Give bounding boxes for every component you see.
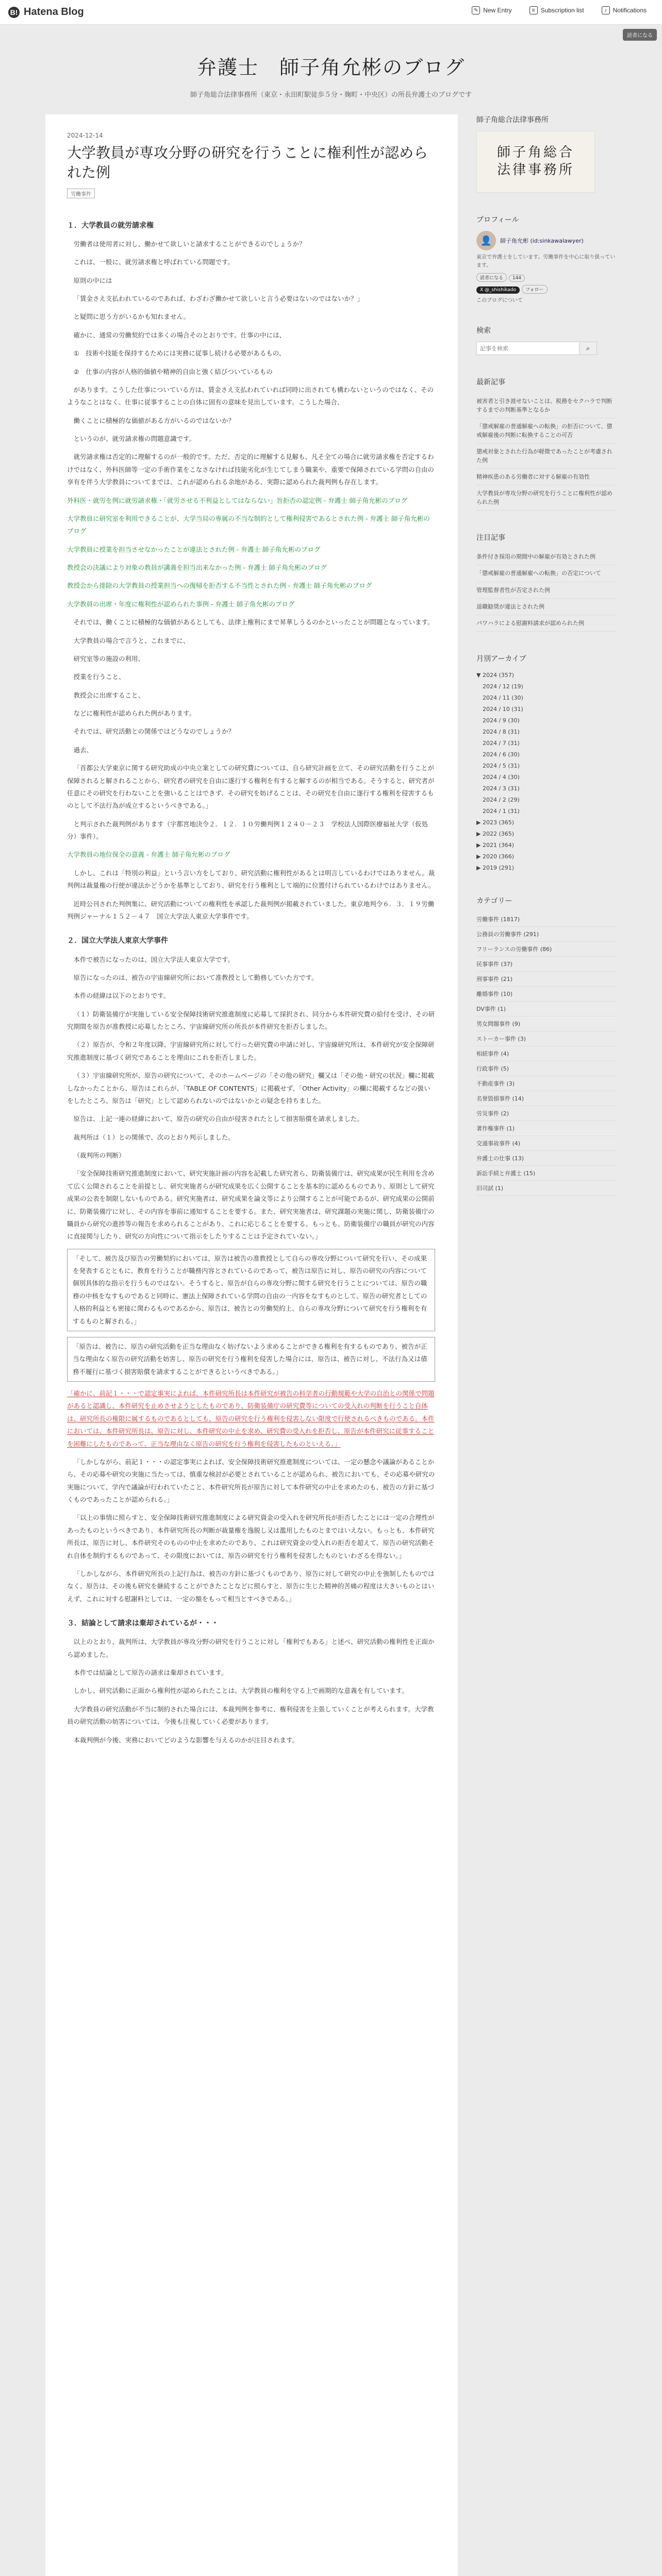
search-input[interactable] <box>476 342 580 355</box>
profile-text: 東京で弁護士をしています。労働事件を中心に取り扱っています。 <box>476 255 616 268</box>
category-link[interactable]: 名誉毀損事件 (14) <box>476 1091 617 1106</box>
paragraph: 教授会に出席すること、 <box>73 691 145 699</box>
main-column <box>45 114 458 2576</box>
category-link[interactable]: DV事件 (1) <box>476 1002 617 1016</box>
notifications-link[interactable] <box>602 6 647 14</box>
paragraph: 近時公刊された判例集に、研究活動についての権利性を承認した裁判例が掲載されていました。東京地判令６．３．１９労働判例ジャーナル１５２－４７ 国立大学法人東京大学事件です。 <box>67 900 435 920</box>
archive-year[interactable]: ▶ 2019 (291) <box>476 864 515 871</box>
subscription-list-link[interactable] <box>529 6 584 14</box>
rss-icon: ≡ <box>529 6 538 14</box>
paragraph: しかし、研究活動に正面から権利性が認められたことは、大学教員の権利を守る上で画期的な意義を有しています。 <box>73 1687 408 1695</box>
layout <box>45 114 617 2576</box>
subscription-label: Subscription list <box>540 7 584 14</box>
paragraph: しかし、これは「特別の利益」という言い方をしており、研究活動に権利性があるとは明言しているわけではありません。裁判例は裁量権の行使が違法かどうかを基準としており、研究を行う権利として端的に位置付けられているわけではありません。 <box>67 869 435 890</box>
category-link[interactable]: 刑事事件 (21) <box>476 972 617 987</box>
paragraph: 原則の中には <box>73 276 112 284</box>
paragraph: 確かに、通常の労働契約では多くの場合そのとおりです。仕事の中には、 <box>73 331 286 339</box>
paragraph: ② 仕事の内容が人格的価値や精神的自由と強く結びついているもの <box>73 367 273 376</box>
category-link[interactable]: 公務員の労働事件 (291) <box>476 927 617 942</box>
category-link[interactable]: 著作権事件 (1) <box>476 1121 617 1136</box>
section-heading: ３．結論として請求は棄却されているが・・・ <box>67 1619 219 1628</box>
paragraph: 「首都公大学東京に関する研究助成の中央立案としての研究費については、自ら研究計画を立て、その研究活動を行うことが保障されると解されることから、研究者の研究を自由に遂行する権利を有すると解するのが相当である。そうすると、研究者が任意にその研究を行わないことを強いることはできず、その研究を妨げることは、その研究を自由に遂行する権利を侵害するものとして不法行為が成立するというべきである。」 <box>67 764 435 810</box>
entry-body <box>67 219 435 1747</box>
archive-year[interactable]: ▶ 2022 (365) <box>476 830 515 837</box>
paragraph: などに権利性が認められた例があります。 <box>73 709 196 718</box>
hatena-logo[interactable] <box>8 6 84 18</box>
latest-section <box>476 377 617 511</box>
entry-date[interactable]: 2024-12-14 <box>67 132 103 139</box>
follow-label[interactable]: フォロー <box>522 285 548 294</box>
archive-month[interactable]: 2024 / 10 (31) <box>483 705 523 713</box>
archive-month[interactable]: 2024 / 7 (31) <box>483 739 520 747</box>
notifications-label: Notifications <box>613 7 647 14</box>
category-link[interactable]: ストーカー事件 (3) <box>476 1031 617 1046</box>
paragraph: （裁判所の判断） <box>73 1151 125 1160</box>
blog-link[interactable]: 教授会の決議により対象の教員が講義を担当出来なかった例 - 弁護士 師子角允彬のブログ <box>67 564 327 572</box>
quoted-passage: 「原告は、被告に、原告の研究活動を正当な理由なく妨げないよう求めることができる権利を有するものであり、被告が正当な理由なく原告の研究活動を妨害し、原告の研究を行う権利を侵害した場合には、原告は、被告に対し、不法行為又は債務不履行に基づく損害賠償を請求することができるというべきである。」 <box>67 1337 435 1382</box>
category-link[interactable]: 相続事件 (4) <box>476 1046 617 1061</box>
attention-heading: 注目記事 <box>476 534 505 543</box>
archive-year[interactable]: ▶ 2021 (364) <box>476 841 515 849</box>
category-heading: カテゴリー <box>476 896 512 905</box>
hatena-logo-icon: B! <box>8 7 20 18</box>
paragraph: 大学教員の研究活動が不当に制約された場合には、本裁判例を参考に、権利侵害を主張していくことが考えられます。大学教員の研究活動の妨害については、今後も注視していく必要があります。 <box>67 1705 434 1726</box>
archive-month[interactable]: 2024 / 3 (31) <box>483 785 520 792</box>
blog-link[interactable]: 大学教員の地位保全の意義 - 弁護士 師子角允彬のブログ <box>67 851 230 859</box>
blog-link[interactable]: 外科医・就労を例に就労請求権・「就労させる不利益としてはならない」旨拒否の認定例 - 弁護士 師子角允彬のブログ <box>67 496 408 504</box>
paragraph: 本件の経緯は以下のとおりです。 <box>73 992 170 1000</box>
archive-month[interactable]: 2024 / 6 (30) <box>483 751 520 758</box>
latest-entry-link[interactable]: 「懲戒解雇の普通解雇への転換」の拒否について、懲戒解雇後の判断に転換することの可否 <box>476 418 617 444</box>
profile-name[interactable]: 師子角允彬 (id:sinkawalawyer) <box>500 238 584 244</box>
readers-pill[interactable]: 読者になる <box>476 273 507 282</box>
attention-entry-link[interactable]: パワハラによる慰謝料請求が認められた例 <box>476 615 617 632</box>
category-link[interactable]: 旧司試 (1) <box>476 1181 617 1196</box>
profile-heading: プロフィール <box>476 216 519 224</box>
archive-month[interactable]: 2024 / 2 (29) <box>483 796 520 803</box>
paragraph: 就労請求権は否定的に理解するのが一般的です。ただ、否定的に理解する見解も、凡そ全ての場合に就労請求権を否定するわけではなく、外科医師等一定の手術作業をこなさなければ技能劣化が生じてしまう職業や、重要で保障されている学問の自由の享有を伴う大学教員についてまでは、これが認められる余地がある、実際に認められた裁判例も存在します。 <box>67 453 435 486</box>
paragraph: 原告は、上記一連の経緯において、原告の研究の自由が侵害されたとして損害賠償を請求しました。 <box>73 1115 363 1123</box>
quoted-passage: 「そして、被告及び原告の労働契約においては、原告は被告の准教授として自らの専攻分野について研究を行い、その成果を発表するとともに、教育を行うことが職務内容とされているのであって、被告は原告に対し、原告の研究の内容について個別具体的な指示を行うものではない。そうすると、原告が自らの専攻分野に関する研究を行うことについては、原告の職務の中核をなすものであると同時に、憲法上保障されている学問の自由の一内容をなすものとして、原告の研究者としての人格的利益とも密接に関わるものであるから、原告は、被告との労働契約上、自らの専攻分野について研究を行う権利を有するものと解される。」 <box>67 1249 435 1331</box>
paragraph: があります。こうした仕事についている方は、賃金さえ支払われていれば同時に出されても構わないというのではなく、そのようなことはなく、仕事に従事することの自体に固有の意味を見出しています。こうした場合、 <box>67 385 434 406</box>
category-tag[interactable]: 労働事件 <box>67 189 95 198</box>
section-heading: １．大学教員の就労請求権 <box>67 221 154 230</box>
latest-heading: 最新記事 <box>476 378 505 386</box>
category-link[interactable]: 交通事故事件 (4) <box>476 1136 617 1151</box>
category-link[interactable]: 労災事件 (2) <box>476 1106 617 1121</box>
attention-section <box>476 532 617 631</box>
archive-month[interactable]: 2024 / 1 (31) <box>483 807 520 815</box>
paragraph: 研究室等の施設の利用、 <box>73 654 145 663</box>
archive-year[interactable]: ▶ 2023 (365) <box>476 819 515 826</box>
category-link[interactable]: 訴訟手続と弁護士 (15) <box>476 1166 617 1181</box>
paragraph: 以上のとおり、裁判所は、大学教員が専攻分野の研究を行うことに対し「権利でもある」と述べ、研究活動の権利性を正面から認めました。 <box>67 1638 435 1658</box>
paragraph: と判示された裁判例があります（宇都宮地決令２．１２．１０労働判例１２４０－２３ 学校法人国際医療福祉大学（仮処分）事件）。 <box>67 820 428 841</box>
blog-description: 師子角総合法律事務所（東京・永田町駅徒歩５分・麹町・中央区）の所長弁護士のブログです <box>190 91 472 99</box>
latest-entry-link[interactable]: 大学教員が専攻分野の研究を行うことに権利性が認められた例 <box>476 485 617 511</box>
paragraph: それでは、研究活動との関係ではどうなのでしょうか？ <box>73 727 235 736</box>
x-follow-button[interactable]: X @_shishikado <box>476 286 520 294</box>
search-section <box>476 325 617 355</box>
search-heading: 検索 <box>476 327 491 335</box>
paragraph: （３）宇宙線研究所が、原告の研究について、そのホームページの「その他の研究」欄又は「その他・研究の状況」欄に掲載しなかったことから、原告はこれらが、「TABLE OF CONTENTS」に掲載せず、「Other Activity」の欄に掲載するなどの扱いをしたところ、原告は「研究」として認められないのではないかとの疑念を持ちました。 <box>67 1072 434 1105</box>
readers-count: 144 <box>509 275 525 282</box>
archive-month[interactable]: 2024 / 12 (19) <box>483 683 523 690</box>
category-link[interactable]: 弁護士の仕事 (13) <box>476 1151 617 1166</box>
firm-banner-text: 師子角総合 法律事務所 <box>496 145 574 178</box>
category-link[interactable]: 男女問題事件 (9) <box>476 1016 617 1031</box>
section-heading: ２．国立大学法人東京大学事件 <box>67 937 168 945</box>
paragraph: これは、一般に、就労請求権と呼ばれている問題です。 <box>73 258 235 266</box>
paragraph: と疑問に思う方がいるかも知れません。 <box>73 313 190 321</box>
archive-section <box>476 653 617 874</box>
new-entry-label: New Entry <box>483 7 512 14</box>
archive-year[interactable]: ▼ 2024 (357) <box>476 671 515 679</box>
category-link[interactable]: フリーランスの労働事件 (86) <box>476 942 617 957</box>
blog-link[interactable]: 大学教員に授業を担当させなかったことが違法とされた例 - 弁護士 師子角允彬のブログ <box>67 545 321 553</box>
category-link[interactable]: 不動産事件 (3) <box>476 1076 617 1091</box>
paragraph: 労働者は使用者に対し、働かせて欲しいと請求することができるのでしょうか？ <box>73 240 306 248</box>
firm-heading: 師子角総合法律事務所 <box>476 116 549 124</box>
highlighted-passage: 「確かに、前記１・・・で認定事実によれば、本件研究所長は本件研究が被告の科学者の行動規範や大学の自治との関係で問題があると認識し、本件研究を止めさせようとしたものであり、防衛装備庁の研究費等についての受入れの判断を行うこと自体は、研究所長の権限に属するものであるとしても、原告の研究を行う権利を侵害しない限度で行使されるべきものである。本件においては、本件研究所長は、原告に対し、本件研究の中止を求め、研究費の受入れを拒否し、原告が本件研究に従事することを困難にしたものであって、正当な理由なく原告の研究を行う権利を侵害したものといえる。」 <box>67 1389 435 1448</box>
paragraph: 「以上の事情に照らすと、安全保障技術研究推進制度による研究資金の受入れを研究所長が拒否したことには一定の合理性があったものというべきであり、本件研究所長の判断が裁量権を逸脱し又は濫用したものとまではいえない。もっとも、本件研究所長は、原告に対し、本件研究そのものの中止を求めたのであり、これは研究資金の受入れの拒否を超えて、原告の研究活動それ自体を制約するものであって、その限度においては、原告の研究を行う権利を侵害したものといわざるを得ない。」 <box>67 1514 435 1560</box>
paragraph: 大学教員の場合で言うと、これまでに、 <box>73 636 190 645</box>
latest-entry-link[interactable]: 精神疾患のある労働者に対する解雇の有効性 <box>476 469 617 485</box>
article <box>45 114 458 2576</box>
paragraph: 裁判所は（１）との関係で、次のとおり判示しました。 <box>73 1133 235 1141</box>
archive-month[interactable]: 2024 / 8 (31) <box>483 728 520 735</box>
pencil-icon: ✎ <box>472 6 480 14</box>
paragraph: 本裁判例が今後、実務においてどのような影響を与えるのかが注目されます。 <box>73 1736 299 1744</box>
archive-month[interactable]: 2024 / 9 (30) <box>483 717 520 724</box>
attention-entry-link[interactable]: 条件付き採用の期間中の解雇が有効とされた例 <box>476 549 617 565</box>
entry-title[interactable]: 大学教員が専攻分野の研究を行うことに権利性が認められた例 <box>67 144 428 181</box>
category-section <box>476 895 617 1196</box>
paragraph: それでは、働くことに積極的な価値があるとしても、法律上権利にまで昇華しうるのかといったことが問題となっています。 <box>73 618 434 626</box>
sidebar <box>476 114 617 1217</box>
paragraph: というのが、就労請求権の問題意識です。 <box>73 435 196 443</box>
blog-title[interactable]: 弁護士 師子角允彬のブログ <box>196 56 465 79</box>
top-bar <box>0 0 662 25</box>
profile-section <box>476 214 617 303</box>
category-link[interactable]: 労働事件 (1817) <box>476 912 617 927</box>
paragraph: 原告になったのは、被告の宇宙線研究所において准教授として勤務していた方です。 <box>73 973 318 981</box>
paragraph: （２）原告が、令和２年度以降、宇宙線研究所に対して行った研究費の申請に対し、宇宙線研究所は、本件研究が安全保障研究推進制度に基づく研究であることを理由にこれを拒否しました。 <box>67 1041 435 1061</box>
attention-entry-link[interactable]: 退職勧奨が違法とされた例 <box>476 599 617 615</box>
archive-month[interactable]: 2024 / 4 (30) <box>483 773 520 781</box>
subscribe-button[interactable]: 読者になる <box>623 29 657 41</box>
category-link[interactable]: 行政事件 (5) <box>476 1061 617 1076</box>
new-entry-link[interactable] <box>472 6 511 14</box>
blog-header <box>0 25 662 114</box>
latest-entry-link[interactable]: 被害者と引き渡せないことは、税務をセクハラで判断するまでの判断基準となるか <box>476 393 617 418</box>
category-link[interactable]: 離婚事件 (10) <box>476 987 617 1002</box>
firm-section <box>476 114 617 193</box>
top-nav <box>472 6 647 14</box>
firm-banner[interactable] <box>476 131 595 193</box>
paragraph: 「賃金さえ支払われているのであれば、わざわざ働かせて欲しいと言う必要はないのではないか？」 <box>73 295 364 303</box>
brand-label: Hatena Blog <box>24 6 84 18</box>
paragraph: 過去、 <box>73 745 93 754</box>
archive-month[interactable]: 2024 / 11 (30) <box>483 694 523 701</box>
attention-entry-link[interactable]: 「懲戒解雇の普通解雇への転換」の否定について <box>476 565 617 582</box>
attention-entry-link[interactable]: 管理監督者性が否定された例 <box>476 582 617 599</box>
paragraph: 本件で被告になったのは、国立大学法人東京大学です。 <box>73 955 235 963</box>
blog-link[interactable]: 大学教員の出席・年度に権利性が認められた事例 - 弁護士 師子角允彬のブログ <box>67 600 295 608</box>
paragraph: 「しかしながら、前記１・・・の認定事実によれば、安全保障技術研究推進制度については、一定の懸念や議論があることから、その応募や研究の実施に当たっては、慎重な検討が必要とされていることが認められ、被告においても、その応募や研究の実施について、学内で議論が行われていたこと、本件研究所長が原告に対して本件研究の中止を求めたのも、被告の方針に基づくものであったことが認められる。」 <box>67 1458 435 1504</box>
paragraph: 働くことに積極的な価値がある方がいるのではないか？ <box>73 416 235 425</box>
avatar[interactable]: 👤 <box>476 231 496 250</box>
search-icon[interactable]: ⌕ <box>580 342 597 355</box>
paragraph: 「しかしながら、本件研究所長の上記行為は、被告の方針に基づくものであり、原告に対して研究の中止を強制したものではなく、原告は、その後も研究を継続することができたことなどに照らすと、原告に生じた精神的苦痛の程度は大きいものとはいえず、これに対する慰謝料としては、一定の額をもって相当とすべきである。」 <box>67 1569 435 1603</box>
paragraph: （１）防衛装備庁が実施している安全保障技術研究推進制度に応募して採択され、同分から本件研究費の給付を受け、その研究期間を原告が准教授に応募したところ、宇宙線研究所の所長が本件研究を拒否しました。 <box>67 1010 435 1031</box>
bell-icon: ♪ <box>602 6 610 14</box>
latest-entry-link[interactable]: 懲戒対象とされた行為が軽微であったことが考慮された例 <box>476 444 617 469</box>
paragraph: 「安全保障技術研究推進制度において、研究実施計画の内容を記載した研究者ら、防衛装備庁は、研究成果が民生利用を含めて広く公開されることを前提とし、研究実施者らが研究成果を広く公開することを基本的に認めるものであり、原則として研究成果の公表を制限しないものである。研究実施者は、研究成果を論文等により公開することが可能であるが、研究成果の公開前に、防衛装備庁に対し、その内容を事前に通知することを要する。また、研究実施者は、研究課題の実施に関し、防衛装備庁の職員から研究の進捗等の報告を求められることがあり、これに応じることを要する。もっとも、防衛装備庁の職員が研究の内容に直接関与したり、研究の方向性について指示をしたりすることは予定されていない。」 <box>67 1170 435 1241</box>
archive-heading: 月別アーカイブ <box>476 654 526 663</box>
archive-year[interactable]: ▶ 2020 (366) <box>476 853 515 860</box>
blog-link[interactable]: 大学教員に研究室を利用できることが、大学当局の専属の不当な制約として権利侵害であるとされた例 - 弁護士 師子角允彬のブログ <box>67 514 430 535</box>
about-link[interactable]: このブログについて <box>476 298 523 303</box>
paragraph: 本件では結論として原告の請求は棄却されています。 <box>73 1669 228 1677</box>
blog-link[interactable]: 教授会から排除の大学教員の授業担当への復帰を拒否する不当性とされた例 - 弁護士 師子角允彬のブログ <box>67 582 372 590</box>
paragraph: ① 技術や技能を保持するためには実務に従事し続ける必要があるもの、 <box>73 349 286 358</box>
category-link[interactable]: 民事事件 (37) <box>476 957 617 972</box>
archive-month[interactable]: 2024 / 5 (31) <box>483 762 520 769</box>
paragraph: 授業を行うこと、 <box>73 673 125 681</box>
